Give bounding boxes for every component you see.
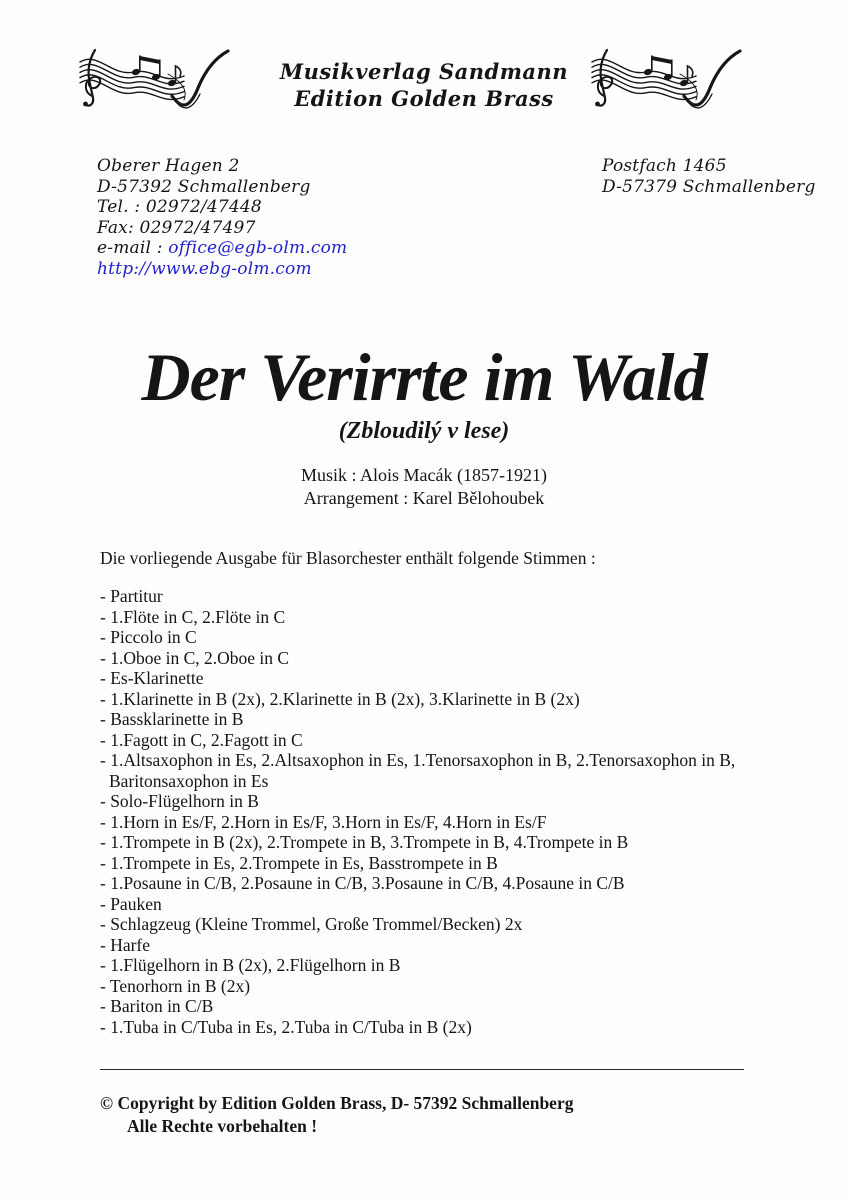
email-line	[97, 238, 347, 259]
city-address: D-57392 Schmallenberg	[97, 176, 311, 197]
music-credit: Musik : Alois Macák (1857-1921)	[301, 465, 547, 485]
part-line: - 1.Fagott in C, 2.Fagott in C	[100, 729, 303, 750]
part-line: - 1.Klarinette in B (2x), 2.Klarinette in B (2x), 3.Klarinette in B (2x)	[100, 688, 580, 709]
parts-intro: Die vorliegende Ausgabe für Blasorchester enthält folgende Stimmen :	[100, 548, 596, 568]
part-line: - 1.Flügelhorn in B (2x), 2.Flügelhorn in B	[100, 955, 401, 975]
email-label: e-mail :	[97, 238, 163, 258]
publisher-edition: Edition Golden Brass	[294, 86, 554, 111]
part-line: - Tenorhorn in B (2x)	[100, 975, 251, 996]
part-line: - 1.Posaune in C/B, 2.Posaune in C/B, 3.Posaune in C/B, 4.Posaune in C/B	[100, 873, 625, 893]
part-line: - Schlagzeug (Kleine Trommel, Große Trommel/Becken) 2x	[100, 914, 523, 934]
contact-block-right	[602, 156, 816, 197]
part-line: - 1.Trompete in Es, 2.Trompete in Es, Basstrompete in B	[100, 852, 498, 873]
copyright-line: © Copyright by Edition Golden Brass, D- 57392 Schmallenberg	[100, 1093, 574, 1113]
street-address: Oberer Hagen 2	[97, 156, 240, 176]
email-link[interactable]: office@egb-olm.com	[168, 238, 348, 258]
part-line: - Bassklarinette in B	[100, 709, 244, 729]
part-line: - Partitur	[100, 586, 163, 606]
work-title: Der Verirrte im Wald	[141, 339, 707, 415]
publisher-header	[0, 58, 848, 112]
part-line: - 1.Tuba in C/Tuba in Es, 2.Tuba in C/Tuba in B (2x)	[100, 1016, 472, 1037]
part-line: - 1.Altsaxophon in Es, 2.Altsaxophon in Es, 1.Tenorsaxophon in B, 2.Tenorsaxophon in B,	[100, 750, 736, 770]
part-line: - Es-Klarinette	[100, 668, 204, 688]
credits-block	[0, 464, 848, 510]
pobox-address: Postfach 1465	[602, 156, 727, 176]
fax-number: Fax: 02972/47497	[97, 217, 256, 238]
phone-number: Tel. : 02972/47448	[97, 197, 262, 217]
part-line: - 1.Flöte in C, 2.Flöte in C	[100, 606, 286, 627]
part-line: - 1.Horn in Es/F, 2.Horn in Es/F, 3.Horn in Es/F, 4.Horn in Es/F	[100, 811, 547, 832]
part-line: - 1.Oboe in C, 2.Oboe in C	[100, 647, 290, 668]
work-subtitle: (Zbloudilý v lese)	[338, 418, 510, 444]
rights-line: Alle Rechte vorbehalten !	[127, 1116, 318, 1136]
part-line: - Solo-Flügelhorn in B	[100, 791, 259, 811]
part-line-continuation: Baritonsaxophon in Es	[109, 770, 269, 791]
part-line: - Pauken	[100, 893, 162, 914]
part-line: - Bariton in C/B	[100, 996, 214, 1016]
footer-block	[100, 1092, 573, 1138]
part-line: - Piccolo in C	[100, 627, 197, 647]
website-link[interactable]: http://www.ebg-olm.com	[97, 258, 312, 279]
pobox-city: D-57379 Schmallenberg	[602, 176, 816, 197]
part-line: - Harfe	[100, 934, 151, 955]
parts-list	[100, 586, 760, 1037]
footer-divider	[100, 1069, 744, 1070]
contact-block-left	[97, 156, 347, 279]
part-line: - 1.Trompete in B (2x), 2.Trompete in B, 3.Trompete in B, 4.Trompete in B	[100, 832, 629, 852]
arrangement-credit: Arrangement : Karel Bělohoubek	[303, 488, 545, 508]
publisher-name: Musikverlag Sandmann	[279, 59, 569, 84]
